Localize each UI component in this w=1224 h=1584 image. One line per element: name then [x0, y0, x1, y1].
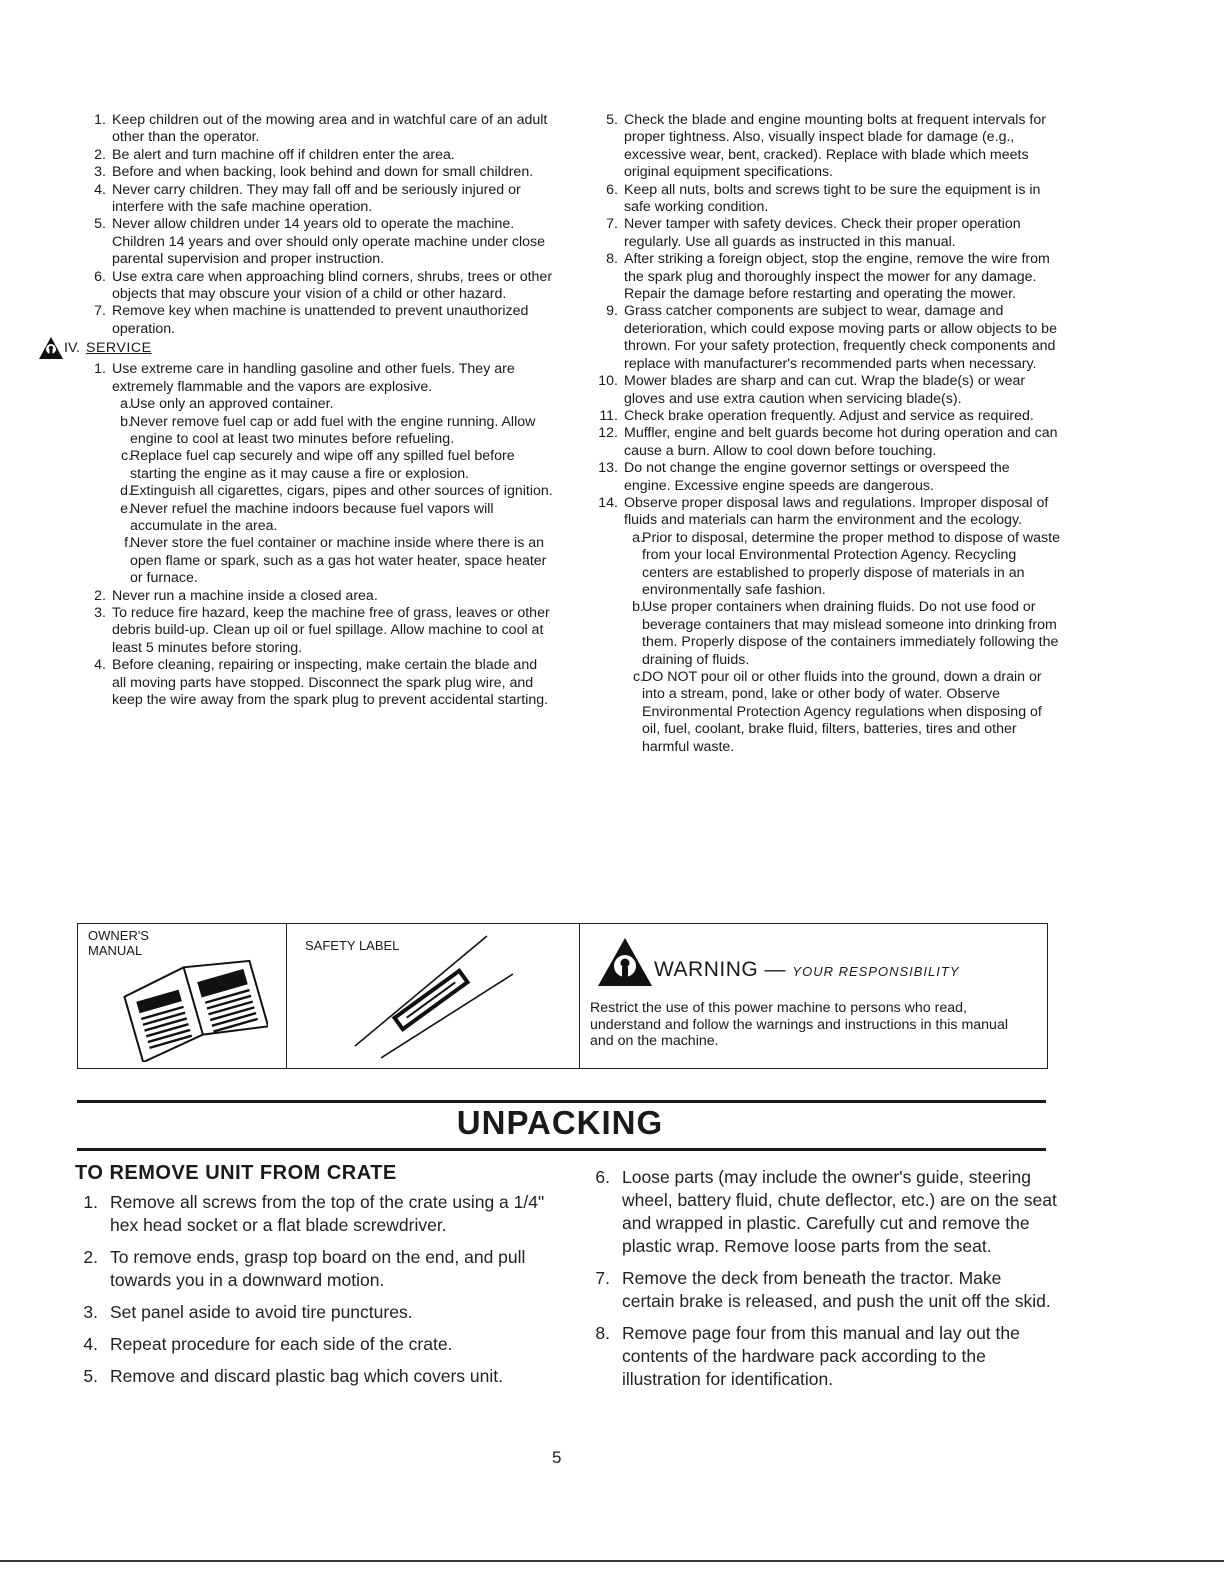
owners-manual-illustration [118, 938, 268, 1062]
list-item: 7. Remove key when machine is unattended to prevent unauthorized operation. [94, 303, 529, 337]
owners-manual-panel [78, 924, 287, 1068]
list-item: 7. Remove the deck from beneath the tractor. Make certain brake is released, and push the unit off the skid. [595, 1268, 1051, 1311]
divider [77, 1148, 1046, 1151]
list-item: 5. Check the blade and engine mounting bolts at frequent intervals for proper tightness. Also, visually inspect blade for damage (e.g., excessive wear, bent, cracked). Replace with blade which meets original equipment specifications. [606, 112, 1046, 181]
list-item: 4. Repeat procedure for each side of the crate. [83, 1334, 453, 1354]
list-item: 2. Never run a machine inside a closed area. [94, 587, 378, 604]
warning-text: Restrict the use of this power machine to persons who read, understand and follow the warnings and instructions in this manual and on the machine. [590, 1000, 1008, 1049]
list-item: 12. Muffler, engine and belt guards become hot during operation and can cause a burn. Allow to cool down before touching. [598, 425, 1058, 459]
sub-item: e. Never refuel the machine indoors because fuel vapors will accumulate in the area. [120, 500, 494, 534]
warning-panel [580, 924, 1047, 1068]
sub-item: a. Use only an approved container. [120, 396, 334, 413]
section-number: IV. [64, 340, 81, 357]
list-item: 2. Be alert and turn machine off if children enter the area. [94, 146, 455, 163]
sub-item: c. DO NOT pour oil or other fluids into the ground, down a drain or into a stream, pond, lake or other body of water. Observe Environmental Protection Agency regulations when disposing of oil, fuel, coolant, brake fluid, filters, batteries, tires and other harmful waste. [632, 669, 1042, 755]
list-item: 3. To reduce fire hazard, keep the machine free of grass, leaves or other debris build-up. Clean up oil or fuel spillage. Allow machine to cool at least 5 minutes before storing. [94, 604, 550, 656]
disposal-sublist [624, 530, 1060, 756]
list-item: 8. After striking a foreign object, stop the engine, remove the wire from the spark plug and thoroughly inspect the mower for any damage. Repair the damage before restarting and operating the mower. [606, 251, 1050, 303]
section-title: SERVICE [86, 340, 152, 357]
list-item: 8. Remove page four from this manual and lay out the contents of the hardware pack according to the illustration for identification. [595, 1323, 1020, 1389]
subsection-heading: TO REMOVE UNIT FROM CRATE [75, 1162, 397, 1184]
sub-item: d. Extinguish all cigarettes, cigars, pipes and other sources of ignition. [120, 483, 553, 500]
list-item: 1. Keep children out of the mowing area and in watchful care of an adult other than the operator. [94, 112, 548, 146]
list-item: 6. Loose parts (may include the owner's guide, steering wheel, battery fluid, chute deflector, etc.) are on the seat and wrapped in plastic. Carefully cut and remove the plastic wrap. Remove loose parts from the seat. [595, 1167, 1057, 1256]
sub-item: b. Never remove fuel cap or add fuel with the engine running. Allow engine to cool at least two minutes before refueling. [120, 413, 536, 447]
list-item: 13. Do not change the engine governor settings or overspeed the engine. Excessive engine speeds are dangerous. [598, 460, 1010, 494]
list-item: 10. Mower blades are sharp and can cut. Wrap the blade(s) or wear gloves and use extra caution when servicing blade(s). [598, 373, 1026, 407]
warning-heading: WARNING — YOUR RESPONSIBILITY [654, 958, 960, 981]
list-item: 1. Use extreme care in handling gasoline and other fuels. They are extremely flammable and the vapors are explosive. a. Use only an approved container. b. Never remove fuel cap or add fuel with the engine running. Allow engine to cool at least two minutes before refueling. c. Replace fuel cap securely and wipe off any spilled fuel before starting the engine as it may cause a fire or explosion. d. Extinguish all cigarettes, cigars, pipes and other sources of ignition. e. Never refuel the machine indoors because fuel vapors will accumulate in the area. f. Never store the fuel container or machine inside where there is an open flame or spark, such as a gas hot water heater, space heater or furnace. [94, 361, 553, 587]
list-item: 6. Use extra care when approaching blind corners, shrubs, trees or other objects that may obscure your vision of a child or other hazard. [94, 268, 553, 303]
right-column [598, 112, 1060, 756]
warning-triangle-icon [38, 336, 64, 360]
list-item: 14. Observe proper disposal laws and regulations. Improper disposal of fluids and materials can harm the environment and the ecology. a. Prior to disposal, determine the proper method to dispose of waste from your local Environmental Protection Agency. Recycling centers are established to properly dispose of materials in an environmentally safe fashion. b. Use proper containers when draining fluids. Do not use food or beverage containers that may mislead someone into drinking from them. Properly dispose of the containers immediately following the draining of fluids. c. DO NOT pour oil or other fluids into the ground, down a drain or into a stream, pond, lake or other body of water. Observe Environmental Protection Agency regulations when disposing of oil, fuel, coolant, brake fluid, filters, batteries, tires and other harmful waste. [598, 494, 1060, 755]
left-column [64, 112, 554, 709]
sub-item: b. Use proper containers when draining fluids. Do not use food or beverage containers that may mislead someone into drinking from them. Properly dispose of the containers immediately following the draining of fluids. [632, 599, 1059, 668]
page-number: 5 [552, 1448, 562, 1467]
list-item: 9. Grass catcher components are subject to wear, damage and deterioration, which could expose moving parts or allow objects to be thrown. For your safety protection, frequently check components and replace with manufacturer's recommended parts when necessary. [606, 303, 1057, 372]
sub-item: a. Prior to disposal, determine the proper method to dispose of waste from your local Environmental Protection Agency. Recycling centers are established to properly dispose of materials in an environmentally safe fashion. [632, 529, 1060, 598]
list-item: 4. Before cleaning, repairing or inspecting, make certain the blade and all moving parts have stopped. Disconnect the spark plug wire, and keep the wire away from the spark plug to prevent accidental starting. [94, 657, 549, 708]
safety-label-panel [287, 924, 580, 1068]
unpacking-steps [592, 1166, 1057, 1391]
manual-caption: OWNER'S MANUAL [88, 928, 149, 958]
list-item: 6. Keep all nuts, bolts and screws tight to be sure the equipment is in safe working condition. [606, 181, 1041, 216]
unpacking-left-column [80, 1191, 550, 1397]
section-heading: UNPACKING [456, 1104, 664, 1141]
unpacking-steps [80, 1191, 550, 1388]
list-item: 2. To remove ends, grasp top board on the end, and pull towards you in a downward motion. [83, 1247, 526, 1290]
fuel-sublist [112, 396, 554, 587]
maintenance-list [598, 112, 1060, 756]
scan-edge-line [0, 1560, 1224, 1562]
safety-graphics-box [77, 923, 1048, 1069]
service-heading [38, 340, 554, 360]
unpacking-right-column [592, 1166, 1057, 1400]
list-item: 4. Never carry children. They may fall off and be seriously injured or interfere with the safe machine operation. [94, 181, 521, 216]
list-item: 7. Never tamper with safety devices. Check their proper operation regularly. Use all guards as instructed in this manual. [606, 216, 1021, 250]
service-list [86, 361, 554, 709]
list-item: 11. Check brake operation frequently. Adjust and service as required. [599, 407, 1034, 424]
divider [77, 1100, 1046, 1103]
list-item: 3. Before and when backing, look behind and down for small children. [94, 164, 534, 181]
label-caption: SAFETY LABEL [305, 938, 400, 953]
safety-label-illustration [327, 928, 577, 1064]
sub-item: c. Replace fuel cap securely and wipe off any spilled fuel before starting the engine as it may cause a fire or explosion. [120, 448, 515, 482]
warning-triangle-icon [596, 936, 654, 988]
sub-item: f. Never store the fuel container or machine inside where there is an open flame or spark, such as a gas hot water heater, space heater or furnace. [124, 535, 547, 587]
list-item: 3. Set panel aside to avoid tire punctures. [83, 1302, 413, 1322]
list-item: 5. Remove and discard plastic bag which covers unit. [83, 1366, 503, 1386]
children-safety-list [86, 112, 554, 338]
list-item: 1. Remove all screws from the top of the crate using a 1/4" hex head socket or a flat blade screwdriver. [83, 1192, 545, 1235]
list-item: 5. Never allow children under 14 years old to operate the machine. Children 14 years and over should only operate machine under close parental supervision and proper instruction. [94, 216, 545, 268]
